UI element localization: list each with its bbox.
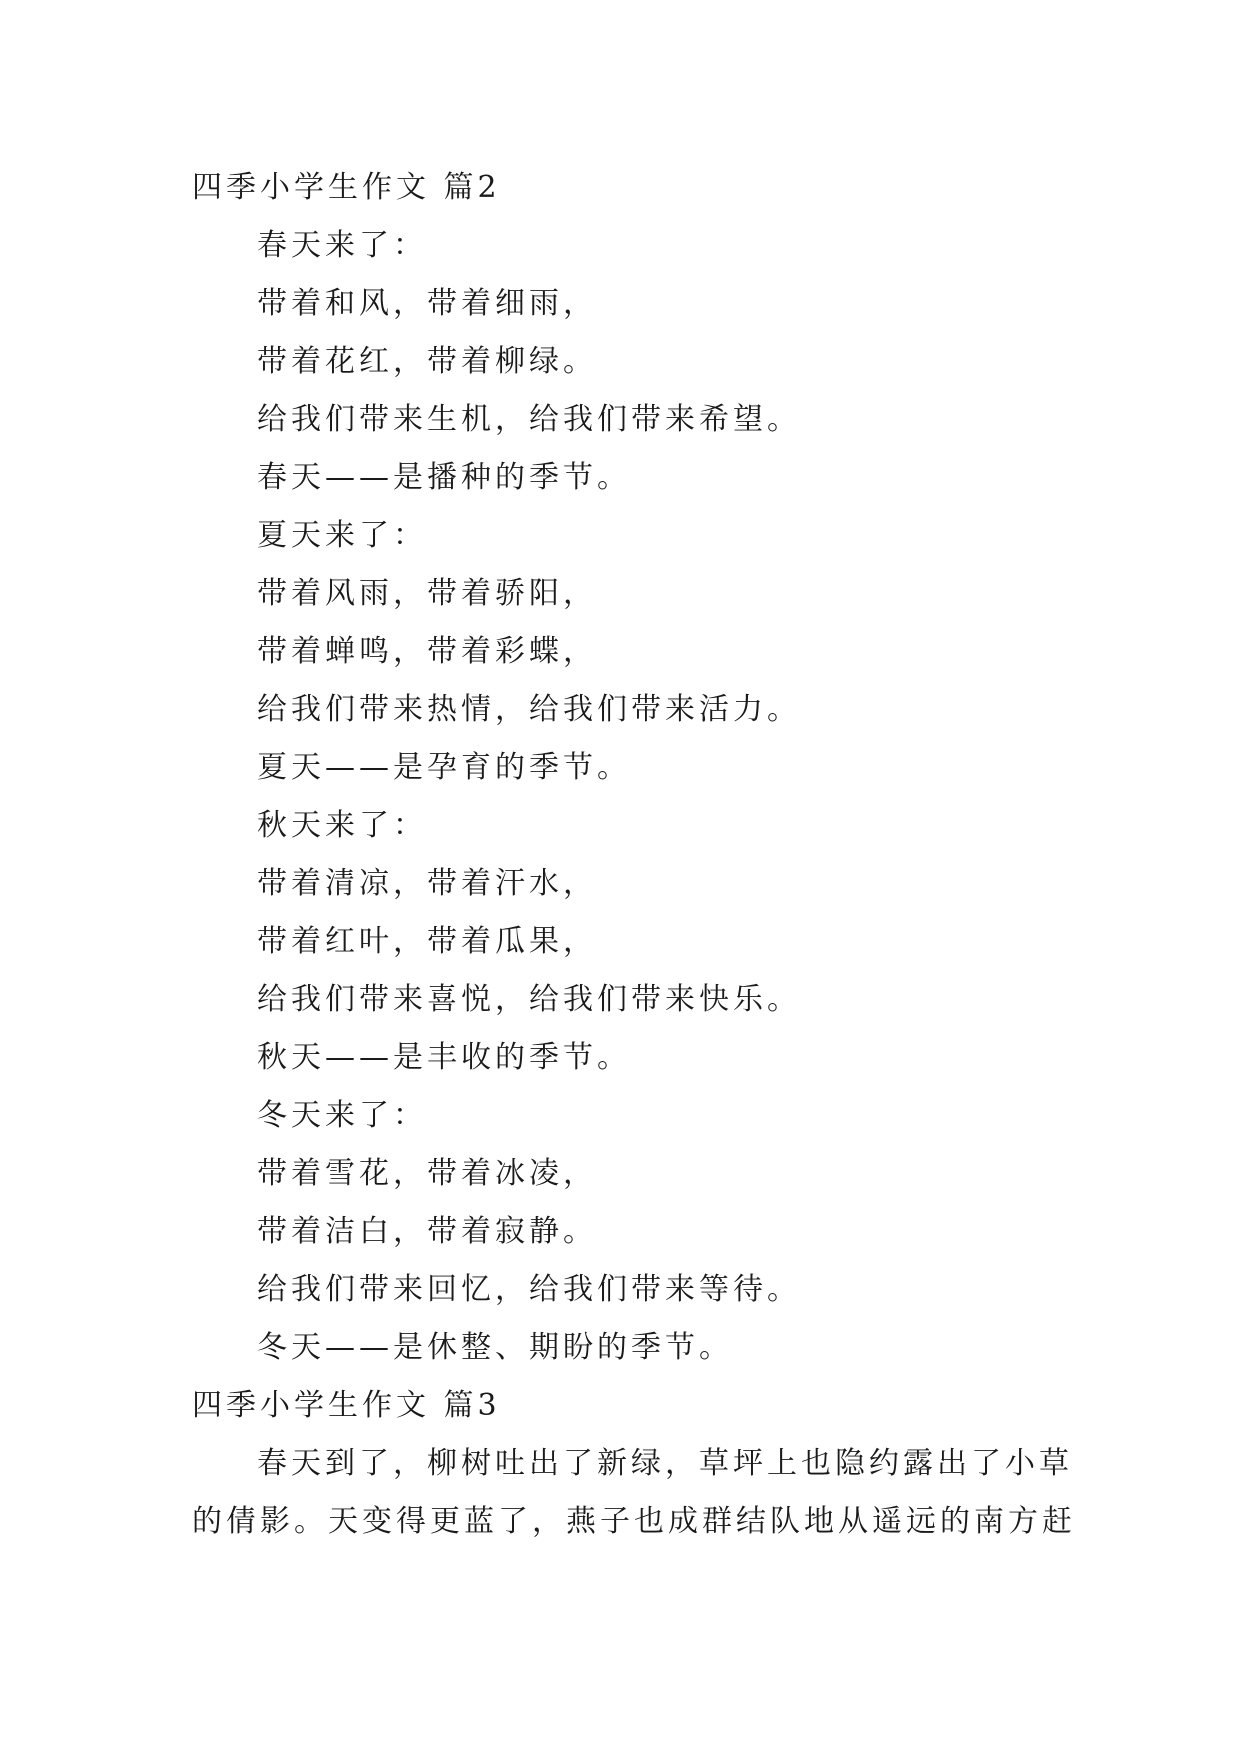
poem-line: 给我们带来回忆，给我们带来等待。 xyxy=(257,1272,801,1307)
poem-line: 春天——是播种的季节。 xyxy=(257,460,631,495)
poem-line: 秋天——是丰收的季节。 xyxy=(257,1040,631,1075)
poem-line: 夏天来了： xyxy=(257,518,427,553)
poem-line: 夏天——是孕育的季节。 xyxy=(257,750,631,785)
poem-line: 给我们带来喜悦，给我们带来快乐。 xyxy=(257,982,801,1017)
poem-line: 带着花红，带着柳绿。 xyxy=(257,344,597,379)
paragraph-line: 的倩影。天变得更蓝了，燕子也成群结队地从遥远的南方赶 xyxy=(192,1504,1076,1539)
poem-line: 带着风雨，带着骄阳， xyxy=(257,576,597,611)
paragraph-line: 春天到了，柳树吐出了新绿，草坪上也隐约露出了小草 xyxy=(257,1446,1073,1481)
poem-line: 冬天——是休整、期盼的季节。 xyxy=(257,1330,733,1365)
poem-line: 带着红叶，带着瓜果， xyxy=(257,924,597,959)
poem-line: 给我们带来生机，给我们带来希望。 xyxy=(257,402,801,437)
poem-line: 带着蝉鸣，带着彩蝶， xyxy=(257,634,597,669)
section-heading: 四季小学生作文 篇2 xyxy=(192,170,501,205)
poem-line: 带着洁白，带着寂静。 xyxy=(257,1214,597,1249)
poem-line: 给我们带来热情，给我们带来活力。 xyxy=(257,692,801,727)
poem-line: 秋天来了： xyxy=(257,808,427,843)
poem-line: 带着和风，带着细雨， xyxy=(257,286,597,321)
poem-line: 带着雪花，带着冰凌， xyxy=(257,1156,597,1191)
poem-line: 带着清凉，带着汗水， xyxy=(257,866,597,901)
section-heading: 四季小学生作文 篇3 xyxy=(192,1388,501,1423)
poem-line: 冬天来了： xyxy=(257,1098,427,1133)
poem-line: 春天来了： xyxy=(257,228,427,263)
